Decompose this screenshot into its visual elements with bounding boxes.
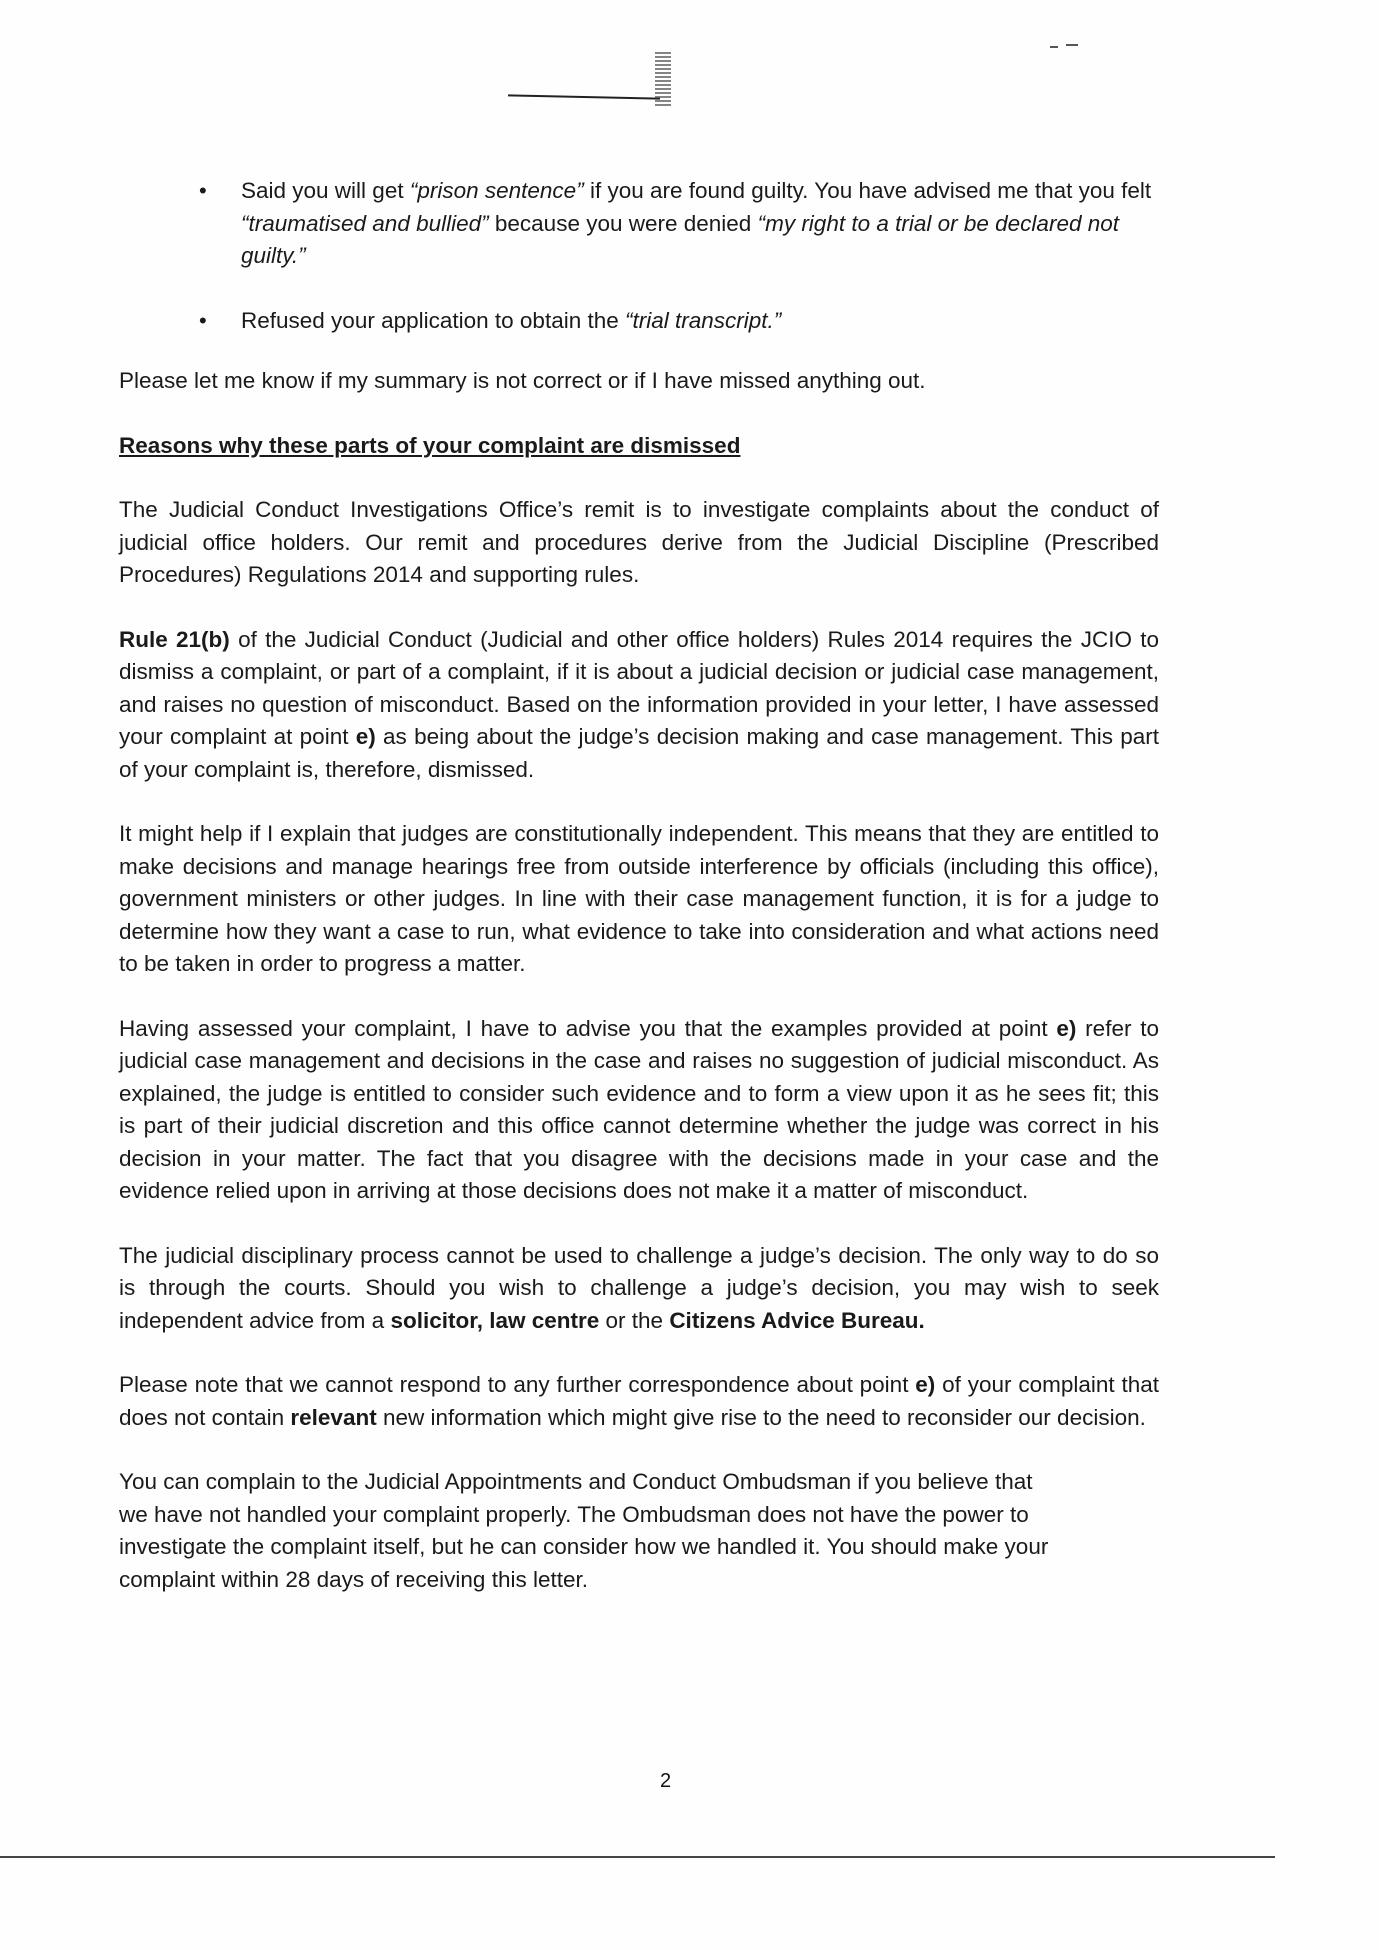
text-run: or the [599, 1307, 670, 1333]
text-run: The judicial disciplinary process cannot be used to challenge a judge’s decision. The only way to do so is through the courts. Should you wish to challenge a judge’s decision, you may wish to seek independent advice from a [119, 1242, 1159, 1333]
text-run: “prison sentence” [409, 178, 584, 203]
letter-body [119, 175, 1159, 1596]
text-run: new information which might give rise to the need to reconsider our decision. [376, 1404, 1146, 1430]
bullet-text [241, 305, 1159, 338]
paragraph-ombudsman [119, 1466, 1059, 1596]
bullet-icon: • [199, 178, 207, 203]
paragraph-further-correspondence [119, 1369, 1159, 1434]
scan-artifact-mark [655, 50, 671, 106]
text-run: relevant [290, 1404, 377, 1430]
paragraph-challenge [119, 1240, 1159, 1338]
paragraph-assessment [119, 1013, 1159, 1208]
text-run: “traumatised and bullied” [241, 210, 489, 236]
text-run: It might help if I explain that judges are constitutionally independent. This means that they are entitled to make decisions and manage hearings free from outside interference by officials (including this office), government ministers or other judges. In line with their case management function, it is for a judge to determine how they want a case to run, what evidence to take into consideration and what actions need to be taken in order to progress a matter. [119, 821, 1159, 976]
paragraph-independence [119, 818, 1159, 981]
scan-artifact-line [508, 94, 660, 99]
text-run: if you are found guilty. You have advised me that you felt [583, 178, 1152, 203]
text-run: “my right to a trial or be declared not guilty.” [241, 210, 1119, 268]
text-run: solicitor, law centre [390, 1307, 600, 1333]
text-run: e) [1056, 1015, 1077, 1041]
text-run: Rule 21(b) [119, 626, 230, 652]
bullet-item [119, 305, 1159, 338]
section-heading: Reasons why these parts of your complaint are dismissed [119, 432, 741, 458]
text-run: as being about the judge’s decision making and case management. This part of your complaint is, therefore, dismissed. [119, 724, 1159, 782]
paragraph-remit [119, 494, 1159, 592]
text-run: The Judicial Conduct Investigations Office’s remit is to investigate complaints about the conduct of judicial office holders. Our remit and procedures derive from the Judicial Discipline (Prescribed Procedures) Regulations 2014 and supporting rules. [119, 497, 1159, 587]
text-run: “trial transcript.” [625, 307, 782, 333]
bullet-item [119, 175, 1159, 273]
text-run: Citizens Advice Bureau. [669, 1307, 925, 1333]
paragraph-rule-21b [119, 624, 1159, 787]
summary-check-text: Please let me know if my summary is not correct or if I have missed anything out. [119, 368, 926, 393]
text-run: because you were denied [488, 210, 758, 236]
text-run: Refused your application to obtain the [241, 307, 626, 333]
text-run: Please note that we cannot respond to any further correspondence about point [119, 1372, 916, 1397]
bullet-text [241, 175, 1159, 273]
scan-artifact-dash [1050, 46, 1058, 48]
text-run: of the Judicial Conduct (Judicial and other office holders) Rules 2014 requires the JCIO to dismiss a complaint, or part of a complaint, if it is about a judicial decision or judicial case management, and raises no question of misconduct. Based on the information provided in your letter, I have assessed your complaint at point [119, 626, 1160, 749]
page-number: 2 [660, 1770, 672, 1792]
scan-artifact-dash [1066, 44, 1078, 46]
text-run: e) [915, 1372, 936, 1397]
text-run: refer to judicial case management and decisions in the case and raises no suggestion of judicial misconduct. As explained, the judge is entitled to consider such evidence and to form a view upon it as he sees fit; this is part of their judicial discretion and this office cannot determine whether the judge was correct in his decision in your matter. The fact that you disagree with the decisions made in your case and the evidence relied upon in arriving at those decisions does not make it a matter of misconduct. [119, 1015, 1160, 1203]
text-run: e) [355, 724, 376, 749]
footer-divider [0, 1856, 1275, 1858]
text-run: You can complain to the Judicial Appointments and Conduct Ombudsman if you believe that we have not handled your complaint properly. The Ombudsman does not have the power to investigate the complaint itself, but he can consider how we handled it. You should make your complaint within 28 days of receiving this letter. [119, 1469, 1049, 1592]
bullet-icon: • [199, 307, 207, 333]
text-run: Said you will get [241, 178, 410, 203]
text-run: Having assessed your complaint, I have to advise you that the examples provided at point [119, 1015, 1057, 1041]
text-run: of your complaint that does not contain [119, 1372, 1159, 1430]
